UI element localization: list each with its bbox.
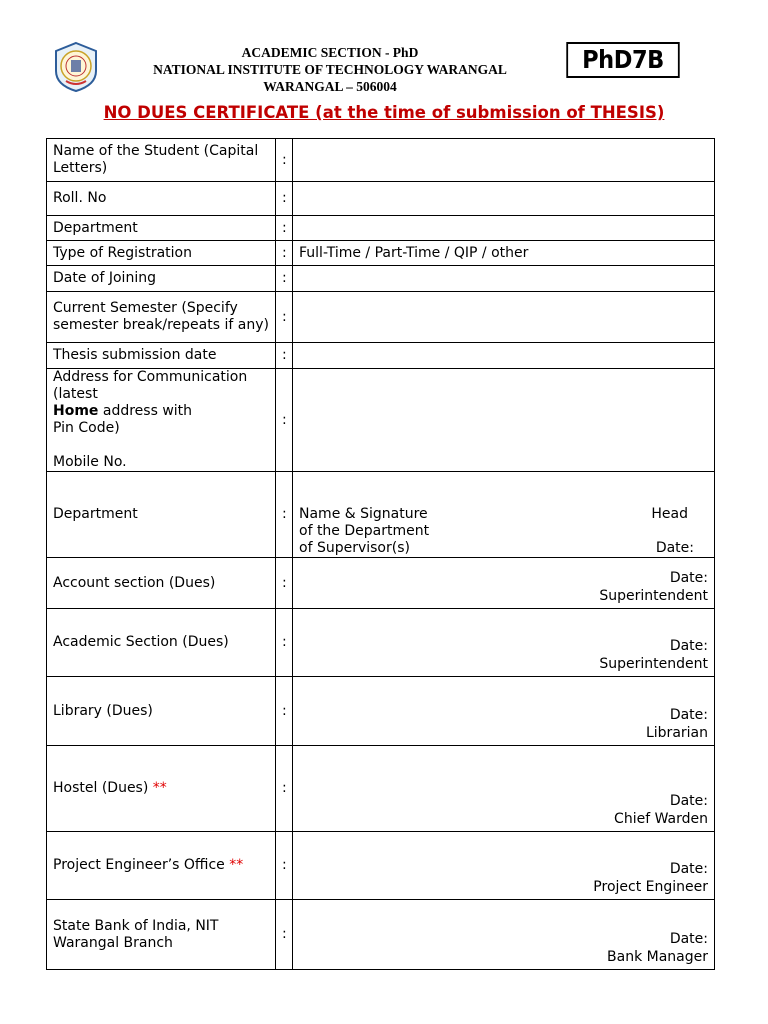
thesis-date-field[interactable] bbox=[293, 343, 715, 369]
project-signature-block bbox=[593, 860, 708, 896]
dept-of-department: of the Department bbox=[299, 523, 430, 539]
label-sbi: State Bank of India, NIT Warangal Branch bbox=[47, 900, 276, 970]
label-account-section: Account section (Dues) bbox=[47, 558, 276, 609]
colon: : bbox=[276, 292, 293, 343]
header-line-1: ACADEMIC SECTION - PhD bbox=[241, 45, 419, 60]
project-label-text: Project Engineer’s Office bbox=[53, 857, 225, 873]
account-signatory: Superintendent bbox=[599, 588, 708, 604]
colon: : bbox=[276, 558, 293, 609]
project-signatory: Project Engineer bbox=[593, 879, 708, 895]
row-account-section bbox=[47, 558, 715, 609]
colon: : bbox=[276, 609, 293, 677]
date-label: Date: bbox=[669, 570, 708, 586]
label-student-name: Name of the Student (Capital Letters) bbox=[47, 139, 276, 182]
row-roll-no bbox=[47, 182, 715, 216]
row-academic-section bbox=[47, 609, 715, 677]
required-stars: ** bbox=[152, 780, 167, 796]
colon: : bbox=[276, 266, 293, 292]
label-current-semester: Current Semester (Specify semester break/repeats if any) bbox=[47, 292, 276, 343]
label-registration-type: Type of Registration bbox=[47, 241, 276, 266]
colon: : bbox=[276, 369, 293, 472]
project-engineer-field[interactable] bbox=[293, 832, 715, 900]
label-date-joining: Date of Joining bbox=[47, 266, 276, 292]
library-signatory: Librarian bbox=[645, 725, 708, 741]
hostel-field[interactable] bbox=[293, 746, 715, 832]
row-registration-type bbox=[47, 241, 715, 266]
row-department bbox=[47, 216, 715, 241]
date-label: Date: bbox=[669, 861, 708, 877]
form-code-box: PhD7B bbox=[566, 42, 679, 78]
institute-header bbox=[110, 44, 550, 95]
dept-name-signature: Name & Signature bbox=[299, 506, 428, 522]
academic-section-field[interactable] bbox=[293, 609, 715, 677]
colon: : bbox=[276, 472, 293, 558]
address-line-2: address with bbox=[98, 403, 193, 419]
date-label: Date: bbox=[669, 638, 708, 654]
roll-no-field[interactable] bbox=[293, 182, 715, 216]
row-library bbox=[47, 677, 715, 746]
date-label: Date: bbox=[669, 707, 708, 723]
address-home-bold: Home bbox=[53, 403, 99, 419]
account-signature-block bbox=[599, 569, 708, 605]
colon: : bbox=[276, 832, 293, 900]
colon: : bbox=[276, 182, 293, 216]
row-hostel bbox=[47, 746, 715, 832]
label-hostel bbox=[47, 746, 276, 832]
label-department: Department bbox=[47, 216, 276, 241]
sbi-signature-block bbox=[607, 930, 708, 966]
account-section-field[interactable] bbox=[293, 558, 715, 609]
label-library: Library (Dues) bbox=[47, 677, 276, 746]
row-dept-clearance bbox=[47, 472, 715, 558]
date-joining-field[interactable] bbox=[293, 266, 715, 292]
row-project-engineer bbox=[47, 832, 715, 900]
dept-clearance-field[interactable] bbox=[293, 472, 715, 558]
colon: : bbox=[276, 216, 293, 241]
colon: : bbox=[276, 343, 293, 369]
label-address bbox=[47, 369, 276, 472]
colon: : bbox=[276, 139, 293, 182]
label-dept-clearance: Department bbox=[47, 472, 276, 558]
hostel-label-text: Hostel (Dues) bbox=[53, 780, 149, 796]
label-mobile: Mobile No. bbox=[53, 454, 127, 470]
row-thesis-date bbox=[47, 343, 715, 369]
colon: : bbox=[276, 241, 293, 266]
colon: : bbox=[276, 900, 293, 970]
label-thesis-date: Thesis submission date bbox=[47, 343, 276, 369]
sbi-signatory: Bank Manager bbox=[607, 949, 708, 965]
label-project-engineer bbox=[47, 832, 276, 900]
label-academic-section: Academic Section (Dues) bbox=[47, 609, 276, 677]
sbi-field[interactable] bbox=[293, 900, 715, 970]
no-dues-form-table bbox=[46, 138, 715, 970]
address-line-1: Address for Communication (latest bbox=[53, 369, 248, 402]
dept-date-label: Date: bbox=[655, 540, 694, 556]
colon: : bbox=[276, 677, 293, 746]
library-signature-block bbox=[646, 706, 708, 742]
address-field[interactable] bbox=[293, 369, 715, 472]
colon: : bbox=[276, 746, 293, 832]
current-semester-field[interactable] bbox=[293, 292, 715, 343]
certificate-title: NO DUES CERTIFICATE (at the time of submission of THESIS) bbox=[103, 103, 665, 122]
registration-type-field[interactable]: Full-Time / Part-Time / QIP / other bbox=[293, 241, 715, 266]
required-stars: ** bbox=[229, 857, 244, 873]
date-label: Date: bbox=[669, 793, 708, 809]
row-address bbox=[47, 369, 715, 472]
hostel-signature-block bbox=[614, 792, 708, 828]
header-line-3: WARANGAL – 506004 bbox=[263, 79, 397, 94]
dept-of-supervisor: of Supervisor(s) bbox=[299, 540, 410, 556]
department-field[interactable] bbox=[293, 216, 715, 241]
hostel-signatory: Chief Warden bbox=[614, 811, 708, 827]
row-student-name bbox=[47, 139, 715, 182]
dept-head-label: Head bbox=[651, 506, 688, 522]
date-label: Date: bbox=[669, 931, 708, 947]
row-current-semester bbox=[47, 292, 715, 343]
header-line-2: NATIONAL INSTITUTE OF TECHNOLOGY WARANGAL bbox=[153, 62, 507, 77]
academic-signatory: Superintendent bbox=[599, 656, 708, 672]
row-sbi bbox=[47, 900, 715, 970]
student-name-field[interactable] bbox=[293, 139, 715, 182]
dept-signature-text bbox=[299, 506, 429, 557]
academic-signature-block bbox=[599, 637, 708, 673]
library-field[interactable] bbox=[293, 677, 715, 746]
address-line-3: Pin Code) bbox=[53, 420, 120, 436]
nit-warangal-emblem-icon bbox=[50, 41, 102, 93]
row-date-joining bbox=[47, 266, 715, 292]
label-roll-no: Roll. No bbox=[47, 182, 276, 216]
